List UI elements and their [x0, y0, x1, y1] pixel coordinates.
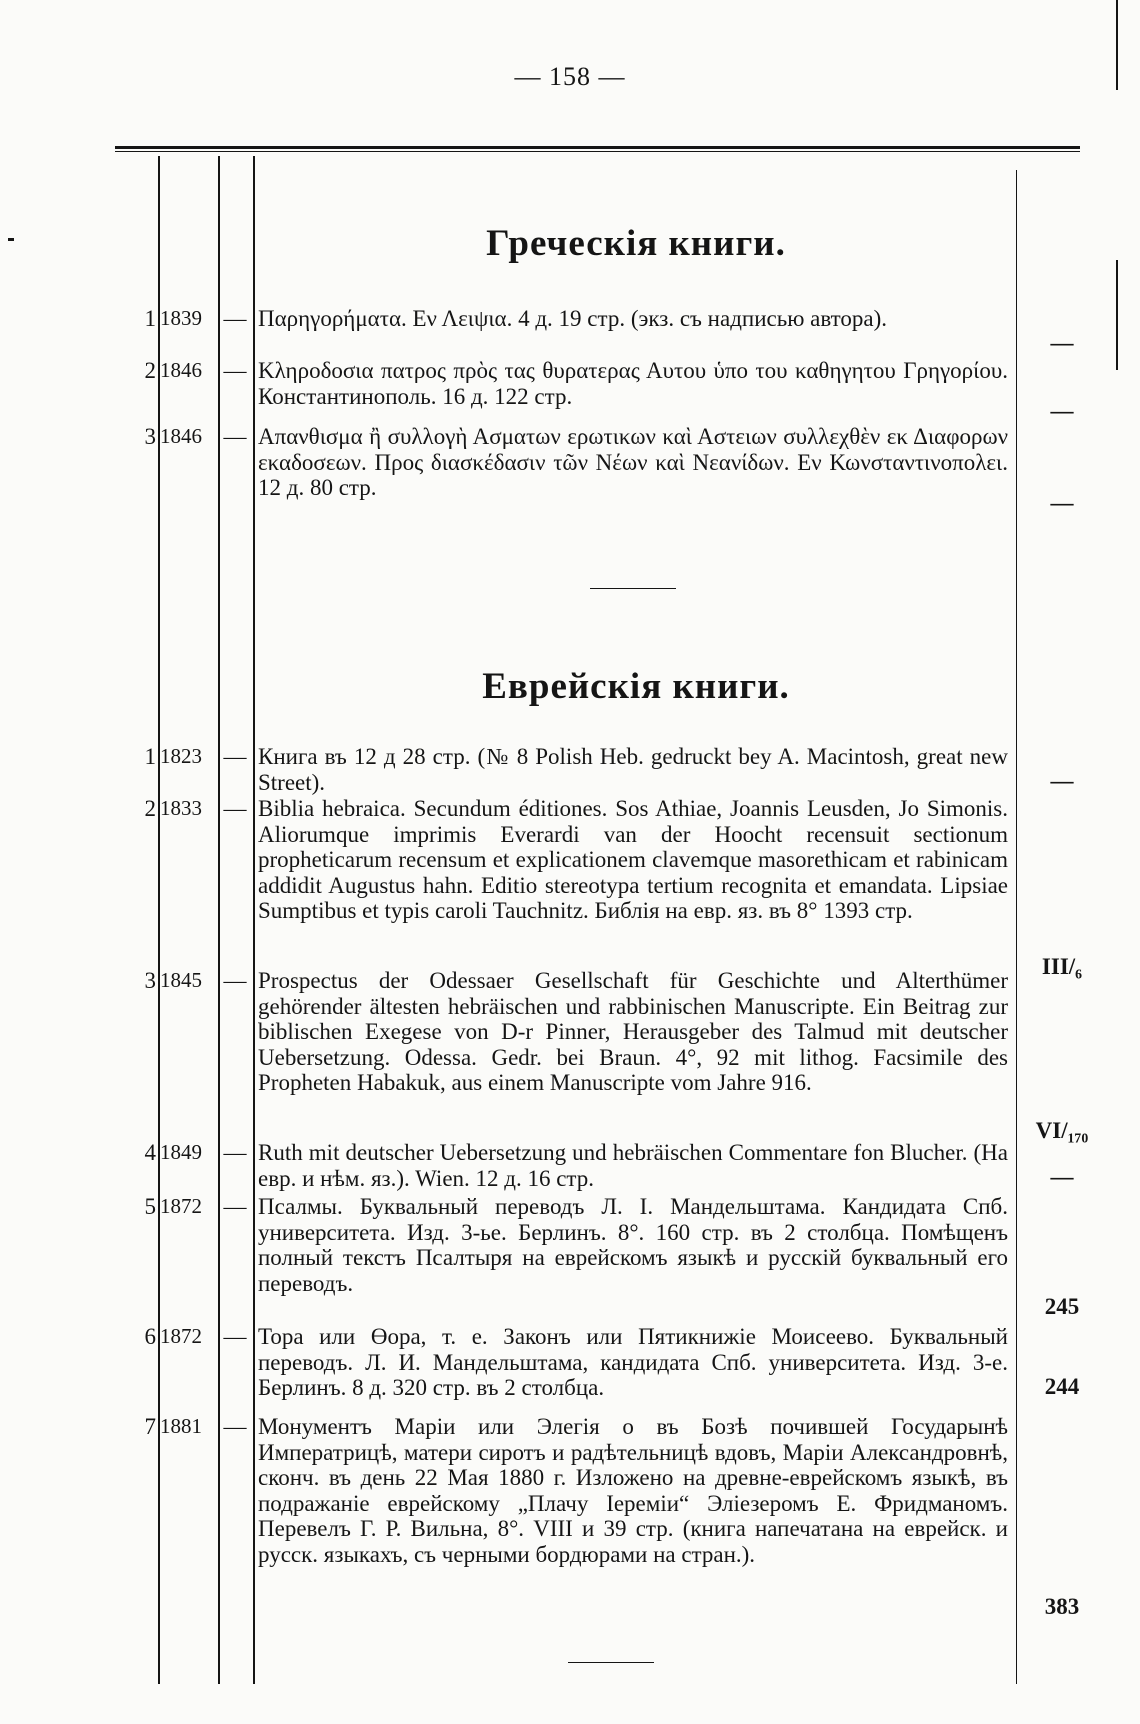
- section-divider: [568, 1662, 654, 1663]
- entry-year: 1846: [160, 358, 202, 382]
- entry-dash: —: [223, 968, 247, 993]
- entry-number: 2: [144, 796, 156, 821]
- entry-year: 1839: [160, 306, 202, 330]
- entry-year: 1872: [160, 1324, 202, 1348]
- entry-number: 1: [144, 306, 156, 331]
- entry-price: 383: [1044, 1594, 1080, 1619]
- entry-dash: —: [223, 1194, 247, 1219]
- entry-dash: —: [223, 1414, 247, 1439]
- entry-number: 3: [144, 424, 156, 449]
- entry-year: 1881: [160, 1414, 202, 1438]
- entry-price: —: [1050, 490, 1074, 515]
- entry-text: Монументъ Маріи или Элегія о въ Бозѣ почившей Государынѣ Императрицѣ, матери сиротъ и радѣтельницѣ вдовъ, Маріи Александровнѣ, сконч. въ день 22 Мая 1880 г. Изложено на древне-еврейскомъ языкѣ, въ подражаніе еврейскому „Плачу Іереміи“ Эліезеромъ Е. Фридманомъ. Перевелъ Г. Р. Вильна, 8°. VIII и 39 стр. (книга напечатана на еврейск. и русск. языкахъ, съ черными бордюрами на стран.).: [258, 1414, 1008, 1567]
- column-rule: [218, 156, 220, 1684]
- entry-year: 1872: [160, 1194, 202, 1218]
- entry-price: —: [1050, 768, 1074, 793]
- page-number: — 158 —: [514, 62, 626, 91]
- entry-dash: —: [223, 1324, 247, 1349]
- entry-text: Тора или Өора, т. е. Законъ или Пятикнижіе Моисеево. Буквальный переводъ. Л. И. Мандельштама, кандидата Спб. университета. Изд. 3-е. Берлинъ. 8 д. 320 стр. въ 2 столбца.: [258, 1324, 1008, 1400]
- entry-text: Παρηγορήματα. Εν Λειψια. 4 д. 19 стр. (экз. съ надписью автора).: [258, 306, 888, 331]
- column-rule: [253, 156, 255, 1684]
- section-title-hebrew: Еврейскія книги.: [482, 666, 790, 707]
- entry-number: 2: [144, 358, 156, 383]
- entry-number: 3: [144, 968, 156, 993]
- entry-text: Biblia hebraica. Secundum éditiones. Sos Athiae, Joannis Leusden, Jo Simonis. Aliorumque imprimis Everardi van der Hoocht recensuit sectionum propheticarum recensum et explicationem clavemque masorethicam et rabinicam addidit Augustus hahn. Editio stereotypa tertium recognita et emandata. Lipsiae Sumptibus et typis caroli Tauchnitz. Библія на евр. яз. въ 8° 1393 стр.: [258, 796, 1008, 923]
- entry-price: 245: [1044, 1294, 1080, 1319]
- entry-dash: —: [223, 796, 247, 821]
- entry-text: Απανθισμα ἢ συλλογὴ Ασματων ερωτικων καὶ Αστειων συλλεχθὲν εκ Διαφορων εκαδοσεων. Προς διασκέδασιν τῶν Νέων καὶ Νεανίδων. Εν Κωνσταντινοπολει. 12 д. 80 стр.: [258, 424, 1008, 500]
- entry-number: 6: [144, 1324, 156, 1349]
- entry-price: VI/₁₇₀: [1035, 1118, 1089, 1143]
- entry-text: Ruth mit deutscher Uebersetzung und hebräischen Commentare fon Blucher. (На евр. и нѣм. яз.). Wien. 12 д. 16 стр.: [258, 1140, 1008, 1191]
- entry-text: Книга въ 12 д 28 стр. (№ 8 Polish Heb. gedruckt bey A. Macintosh, great new Street).: [258, 744, 1008, 795]
- entry-price: III/₆: [1041, 954, 1083, 979]
- entry-dash: —: [223, 358, 247, 383]
- section-divider: [590, 588, 676, 589]
- entry-price: —: [1050, 330, 1074, 355]
- entry-dash: —: [223, 424, 247, 449]
- scan-edge-mark: [1116, 0, 1118, 90]
- entry-year: 1849: [160, 1140, 202, 1164]
- entry-number: 5: [144, 1194, 156, 1219]
- entry-dash: —: [223, 306, 247, 331]
- entry-number: 1: [144, 744, 156, 769]
- entry-number: 4: [144, 1140, 156, 1165]
- top-rule: [115, 146, 1080, 149]
- entry-price: —: [1050, 1164, 1074, 1189]
- entry-number: 7: [144, 1414, 156, 1439]
- entry-year: 1823: [160, 744, 202, 768]
- entry-year: 1846: [160, 424, 202, 448]
- entry-year: 1833: [160, 796, 202, 820]
- column-rule: [158, 156, 160, 1684]
- entry-year: 1845: [160, 968, 202, 992]
- entry-text: Κληροδοσια πατρος πρὸς τας θυρατερας Αυτου ὑπο του καθηγητου Γρηγορίου. Константинополь. 16 д. 122 стр.: [258, 358, 1008, 409]
- column-rule: [1016, 170, 1017, 1684]
- entry-price: —: [1050, 398, 1074, 423]
- section-title-greek: Греческія книги.: [486, 223, 786, 264]
- entry-text: Prospectus der Odessaer Gesellschaft für Geschichte und Alterthümer gehörender ältesten hebräischen und rabbinischen Manuscripte. Ein Beitrag zur biblischen Exegese von D-r Pinner, Herausgeber des Talmud mit deutscher Uebersetzung. Odessa. Gedr. bei Braun. 4°, 92 mit lithog. Facsimile des Propheten Habakuk, aus einem Manuscripte vom Jahre 916.: [258, 968, 1008, 1095]
- scan-edge-dot: [8, 238, 14, 241]
- entry-text: Псалмы. Буквальный переводъ Л. І. Мандельштама. Кандидата Спб. университета. Изд. 3-ье. Берлинъ. 8°. 160 стр. въ 2 столбца. Помѣщенъ полный текстъ Псалтыря на еврейскомъ языкѣ и русскій буквальный его переводъ.: [258, 1194, 1008, 1296]
- top-rule-thin: [115, 151, 1080, 152]
- entry-dash: —: [223, 1140, 247, 1165]
- entry-dash: —: [223, 744, 247, 769]
- entry-price: 244: [1044, 1374, 1080, 1399]
- scan-edge-mark: [1116, 260, 1118, 370]
